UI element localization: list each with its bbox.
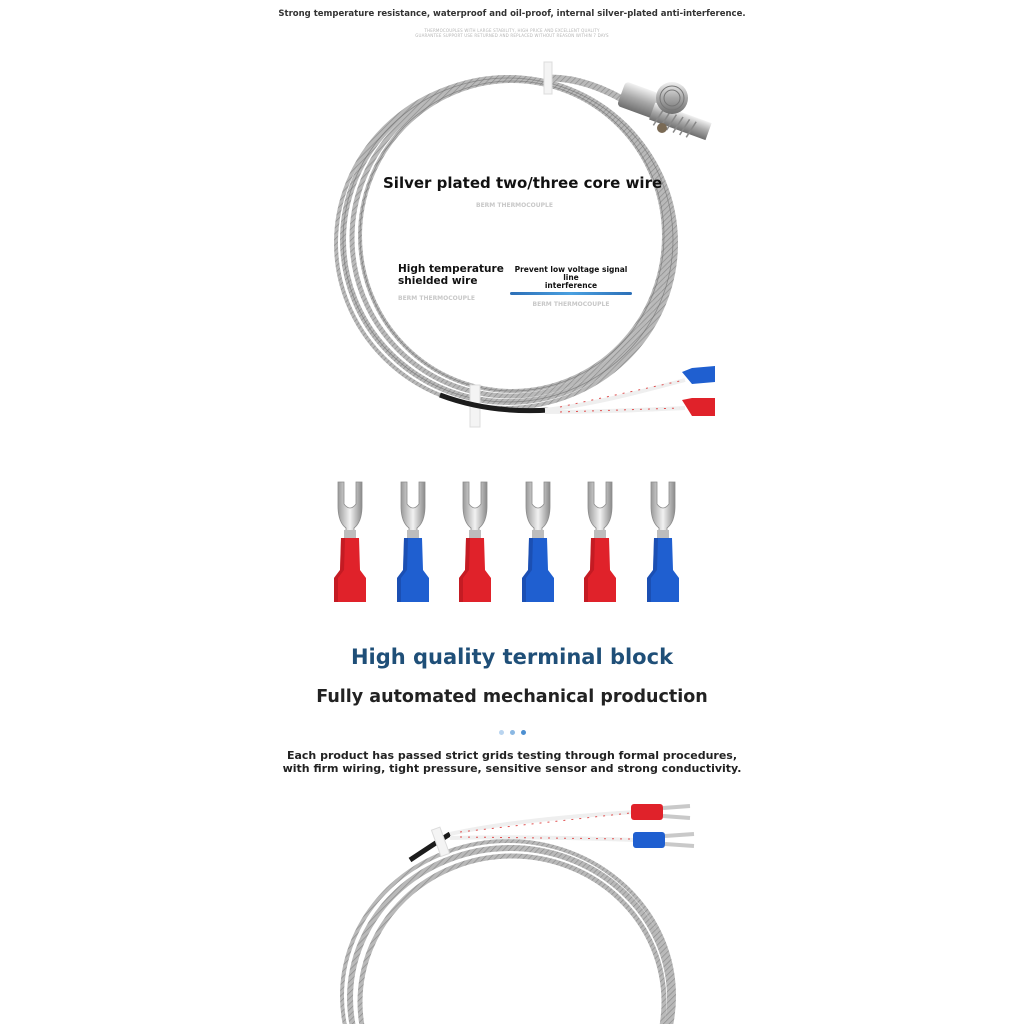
quality-heading: High quality terminal block — [350, 645, 674, 669]
red-fork-terminal-icon — [580, 478, 620, 606]
blue-terminal-icon — [633, 832, 694, 848]
terminal-row — [330, 478, 700, 606]
feature-left-line2: shielded wire — [398, 275, 478, 287]
feature-left — [398, 263, 504, 302]
dot-icon — [499, 730, 504, 735]
description-line-2: with firm wiring, tight pressure, sensitive sensor and strong conductivity. — [282, 762, 742, 775]
blue-fork-terminal-icon — [393, 478, 433, 606]
red-terminal-icon — [682, 398, 715, 416]
feature-left-line1: High temperature — [398, 263, 504, 275]
blue-fork-terminal-icon — [518, 478, 558, 606]
quality-subheading: Fully automated mechanical production — [316, 687, 708, 707]
wire-section-subtitle: BERM THERMOCOUPLE — [476, 202, 553, 209]
blue-fork-terminal-icon — [643, 478, 683, 606]
red-fork-terminal-icon — [330, 478, 370, 606]
feature-right-line1: Prevent low voltage signal line — [514, 265, 628, 282]
feature-left-sub: BERM THERMOCOUPLE — [398, 295, 475, 302]
description-line-1: Each product has passed strict grids testing through formal procedures, — [286, 749, 738, 762]
red-terminal-icon — [631, 804, 690, 820]
dot-icon — [521, 730, 526, 735]
cable-tie-icon — [544, 62, 552, 94]
blue-terminal-icon — [682, 366, 715, 384]
feature-right-sub: BERM THERMOCOUPLE — [532, 301, 610, 308]
feature-right-line2: interference — [544, 281, 598, 290]
page-tagline: Strong temperature resistance, waterproof and oil-proof, internal silver-plated anti-interference. — [278, 9, 746, 19]
coiled-wire-image — [320, 50, 720, 435]
quality-description — [0, 749, 1024, 775]
note-line-1: THERMOCOUPLES WITH LARGE STABILITY, HIGH PRICE AND EXCELLENT QUALITY — [424, 28, 600, 33]
blue-divider — [510, 292, 632, 295]
dot-icon — [510, 730, 515, 735]
note-line-2: GUARANTEE SUPPORT USE RETURNED AND REPLACED WITHOUT REASON WITHIN 7 DAYS — [415, 33, 609, 38]
wire-section-title: Silver plated two/three core wire — [383, 174, 663, 192]
wire-with-terminals-image — [340, 798, 710, 1024]
feature-right — [510, 266, 632, 308]
red-fork-terminal-icon — [455, 478, 495, 606]
decorative-dots — [0, 730, 1024, 735]
